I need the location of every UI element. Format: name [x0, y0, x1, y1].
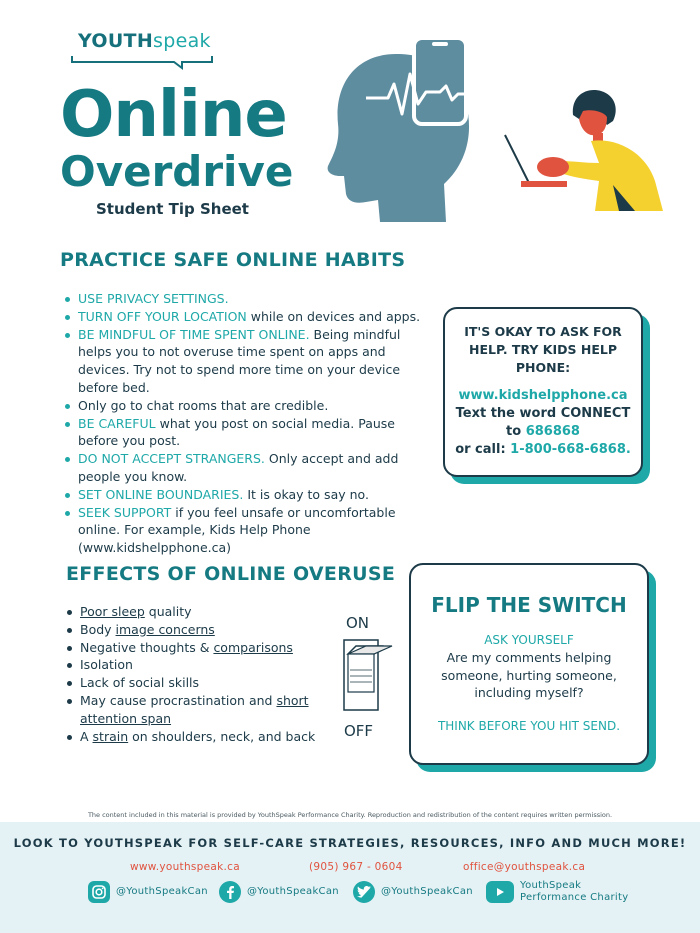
- person-laptop-illustration: [495, 85, 670, 215]
- flip-title: FLIP THE SWITCH: [431, 593, 627, 617]
- copyright-disclaimer: The content included in this material is provided by YouthSpeak Performance Charity. Reproduction and redistribution of the content requires written permission.: [87, 811, 613, 819]
- list-item: BE CAREFUL what you post on social media. Pause before you post.: [62, 415, 432, 451]
- footer-phone[interactable]: (905) 967 - 0604: [309, 861, 403, 873]
- light-switch-illustration: [336, 610, 406, 742]
- footer-email-link[interactable]: office@youthspeak.ca: [463, 861, 586, 873]
- youtube-icon: [486, 881, 514, 903]
- effects-section-title: EFFECTS OF ONLINE OVERUSE: [66, 563, 396, 585]
- switch-on-label: ON: [346, 614, 370, 632]
- flip-the-switch-box: [409, 563, 649, 765]
- list-item: Negative thoughts & comparisons: [64, 639, 334, 657]
- help-phone-number[interactable]: 1-800-668-6868.: [510, 442, 631, 457]
- habits-list: [62, 290, 432, 557]
- list-item: DO NOT ACCEPT STRANGERS. Only accept and add people you know.: [62, 450, 432, 486]
- youtube-link[interactable]: YouthSpeak Performance Charity: [486, 880, 628, 904]
- twitter-link[interactable]: @YouthSpeakCan: [353, 880, 473, 904]
- help-text-number-line: to 686868: [506, 424, 580, 439]
- help-text-number: 686868: [525, 424, 580, 439]
- footer: [0, 822, 700, 933]
- logo-light: speak: [153, 30, 211, 52]
- instagram-icon: [88, 881, 110, 903]
- instagram-link[interactable]: @YouthSpeakCan: [88, 880, 208, 904]
- flip-think: THINK BEFORE YOU HIT SEND.: [437, 719, 621, 733]
- list-item: USE PRIVACY SETTINGS.: [62, 290, 432, 308]
- footer-website-link[interactable]: www.youthspeak.ca: [130, 861, 240, 873]
- logo-bold: YOUTH: [78, 30, 154, 52]
- facebook-link[interactable]: @YouthSpeakCan: [219, 880, 339, 904]
- flip-ask: ASK YOURSELF: [484, 633, 574, 647]
- list-item: SEEK SUPPORT if you feel unsafe or uncomfortable online. For example, Kids Help Phone (www.kidshelpphone.ca): [62, 504, 432, 557]
- flip-question: Are my comments helping someone, hurting someone, including myself?: [441, 650, 617, 700]
- youthspeak-logo: [70, 28, 220, 70]
- page-subtitle: Student Tip Sheet: [96, 200, 249, 218]
- list-item: A strain on shoulders, neck, and back: [64, 728, 334, 746]
- list-item: SET ONLINE BOUNDARIES. It is okay to say no.: [62, 486, 432, 504]
- page-title-line2: Overdrive: [60, 147, 294, 196]
- list-item: Only go to chat rooms that are credible.: [62, 397, 432, 415]
- list-item: Poor sleep quality: [64, 603, 334, 621]
- list-item: Lack of social skills: [64, 674, 334, 692]
- list-item: May cause procrastination and short attention span: [64, 692, 334, 728]
- list-item: TURN OFF YOUR LOCATION while on devices and apps.: [62, 308, 432, 326]
- facebook-icon: [219, 881, 241, 903]
- head-phone-illustration: [326, 34, 476, 224]
- habits-section-title: PRACTICE SAFE ONLINE HABITS: [60, 249, 406, 271]
- help-call-line: or call: 1-800-668-6868.: [455, 442, 631, 457]
- help-heading: IT'S OKAY TO ASK FOR HELP. TRY KIDS HELP PHONE:: [464, 324, 622, 375]
- twitter-icon: [353, 881, 375, 903]
- help-website-link[interactable]: www.kidshelpphone.ca: [458, 388, 628, 403]
- effects-list: [64, 603, 334, 745]
- list-item: BE MINDFUL OF TIME SPENT ONLINE. Being mindful helps you to not overuse time spent on apps and devices. Try not to spend more time on your device before bed.: [62, 326, 432, 397]
- footer-headline: LOOK TO YOUTHSPEAK FOR SELF-CARE STRATEGIES, RESOURCES, INFO AND MUCH MORE!: [13, 836, 687, 850]
- page-title-line1: Online: [60, 78, 287, 152]
- list-item: Body image concerns: [64, 621, 334, 639]
- list-item: Isolation: [64, 656, 334, 674]
- switch-off-label: OFF: [344, 722, 374, 740]
- kids-help-phone-box: [443, 307, 643, 477]
- help-text-instruction: Text the word CONNECT: [455, 406, 631, 421]
